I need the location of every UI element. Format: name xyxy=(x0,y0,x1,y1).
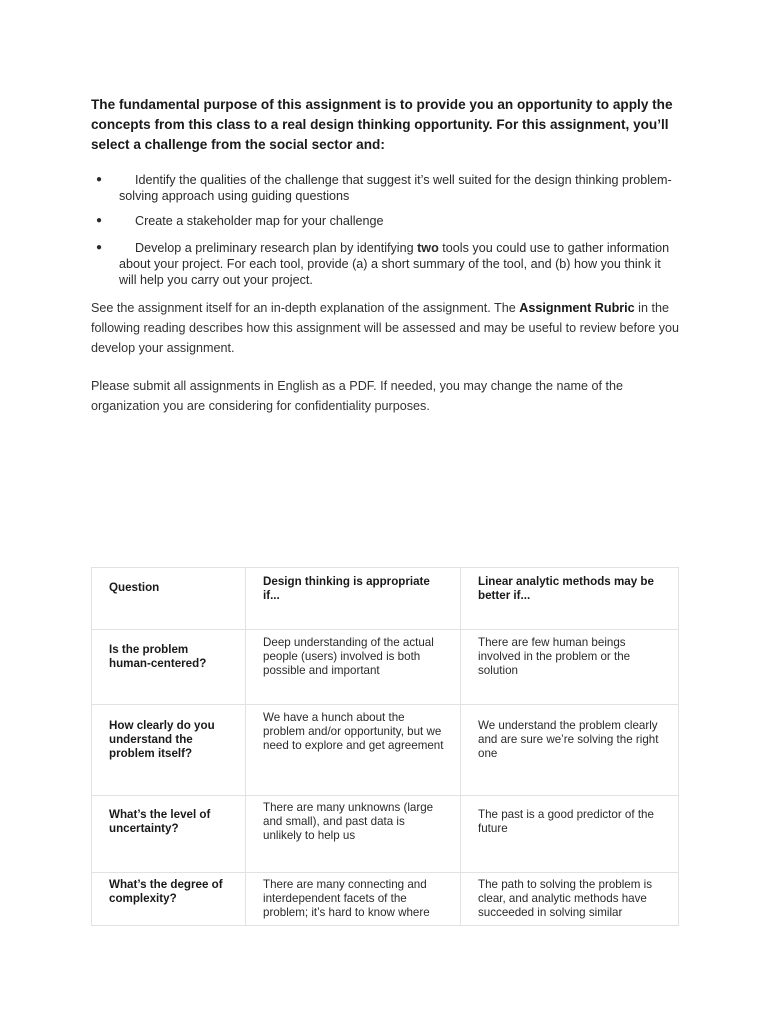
bullet-item-qualities xyxy=(91,172,681,204)
table-header-cell: Linear analytic methods may be better if... xyxy=(461,568,679,630)
table-cell: There are many connecting and interdependent facets of the problem; it’s hard to know where xyxy=(246,873,461,926)
table-cell: The past is a good predictor of the future xyxy=(461,796,679,873)
bullet-dot-icon: ● xyxy=(96,242,103,253)
table-row xyxy=(92,630,679,705)
rubric-paragraph-post: in the following reading describes how this assignment will be assessed and may be useful to review before you develop your assignment. xyxy=(91,301,680,355)
intro-paragraph: The fundamental purpose of this assignment is to provide you an opportunity to apply the concepts from this class to a real design thinking opportunity. For this assignment, you’ll select a challenge from the social sector and: xyxy=(91,97,673,152)
table-row xyxy=(92,873,679,926)
bullet-text-post: tools you could use to gather information about your project. For each tool, provide (a) a short summary of the tool, and (b) how you think it will help you carry out your project. xyxy=(119,241,670,287)
table-cell-question: What’s the degree of complexity? xyxy=(92,873,246,926)
assignment-rubric-label: Assignment Rubric xyxy=(519,301,635,315)
rubric-paragraph xyxy=(91,298,681,358)
table-cell-question: How clearly do you understand the problem itself? xyxy=(92,705,246,796)
rubric-paragraph-pre: See the assignment itself for an in-depth explanation of the assignment. The xyxy=(91,301,520,315)
bullet-text: Identify the qualities of the challenge that suggest it’s well suited for the design thinking problem-solving approach using guiding questions xyxy=(119,173,672,203)
table-cell: There are few human beings involved in the problem or the solution xyxy=(461,630,679,705)
table-header-cell: Design thinking is appropriate if... xyxy=(246,568,461,630)
table-row xyxy=(92,705,679,796)
bullet-dot-icon: ● xyxy=(96,215,103,226)
design-thinking-rubric-table xyxy=(91,567,679,926)
table-cell: There are many unknowns (large and small), and past data is unlikely to help us xyxy=(246,796,461,873)
bullet-text: Create a stakeholder map for your challenge xyxy=(135,214,384,228)
table-cell: The path to solving the problem is clear, and analytic methods have succeeded in solving similar xyxy=(461,873,679,926)
table-cell: We have a hunch about the problem and/or opportunity, but we need to explore and get agreement xyxy=(246,705,461,796)
bullet-text-bold: two xyxy=(417,241,439,255)
table-row xyxy=(92,796,679,873)
table-cell: Deep understanding of the actual people (users) involved is both possible and important xyxy=(246,630,461,705)
bullet-item-stakeholder-map xyxy=(91,213,681,229)
bullet-item-research-plan xyxy=(91,240,681,288)
table-cell: We understand the problem clearly and are sure we’re solving the right one xyxy=(461,705,679,796)
table-cell-question: Is the problem human-centered? xyxy=(92,630,246,705)
bullet-dot-icon: ● xyxy=(96,174,103,185)
table-header-cell: Question xyxy=(92,568,246,630)
table-header-row xyxy=(92,568,679,630)
table-cell-question: What’s the level of uncertainty? xyxy=(92,796,246,873)
submission-paragraph: Please submit all assignments in English as a PDF. If needed, you may change the name of the organization you are considering for confidentiality purposes. xyxy=(91,379,624,413)
bullet-text-pre: Develop a preliminary research plan by identifying xyxy=(135,241,418,255)
